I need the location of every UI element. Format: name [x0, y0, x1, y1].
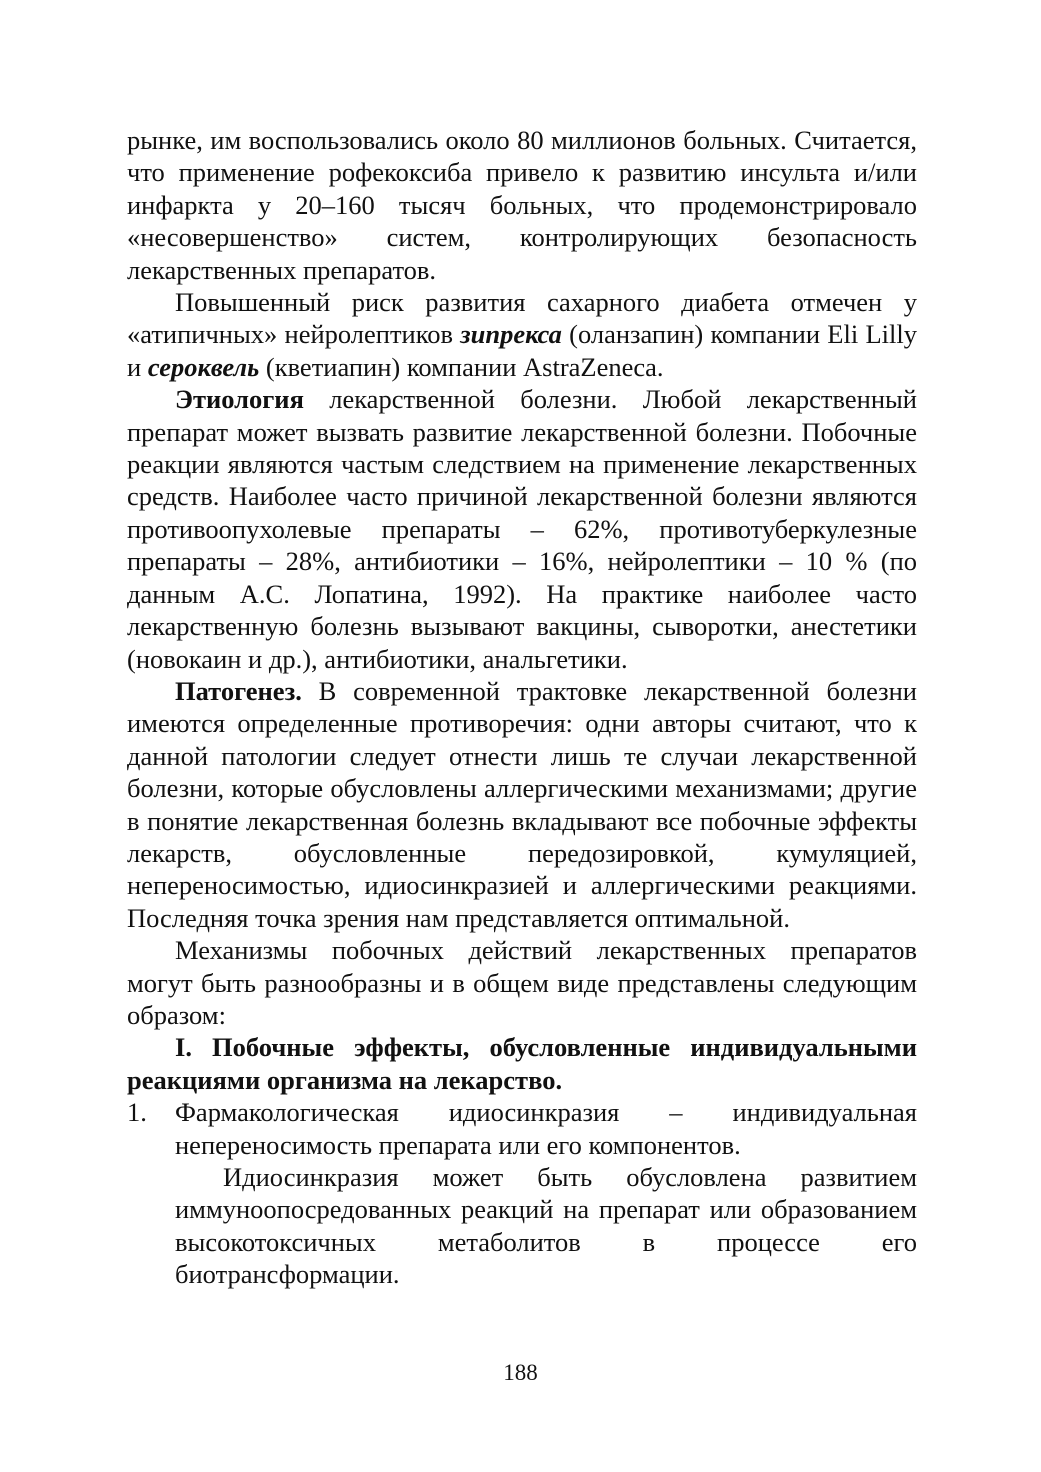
paragraph-mechanisms: Механизмы побочных действий лекарственных препаратов могут быть разнообразны и в общем виде представлены следующим образом: [127, 935, 917, 1030]
paragraph-text: лекарственной болезни. Любой лекарственный препарат может вызвать развитие лекарственной болезни. Побочные реакции являются частым следствием на применение лекарственных средств. Наиболее часто причиной лекарственной болезни являются противоопухолевые препараты – 62%, противотуберкулезные препараты – 28%, антибиотики – 16%, нейролептики – 10 % (по данным А.С. Лопатина, 1992). На практике наиболее часто лекарственную болезнь вызывают вакцины, сыворотки, анестетики (новокаин и др.), антибиотики, анальгетики. [127, 384, 917, 674]
section-heading: I. Побочные эффекты, обусловленные индивидуальными реакциями организма на лекарство. [127, 1032, 917, 1095]
paragraph-pathogenesis [127, 675, 917, 934]
drug-name-zyprexa: зипрекса [460, 319, 562, 350]
paragraph-rofecoxib: рынке, им воспользовались около 80 миллионов больных. Считается, что применение рофекоксиба привело к развитию инсульта и/или инфаркта у 20–160 тысяч больных, что продемонстрировало «несовершенство» систем, контролирующих безопасность лекарственных препаратов. [127, 125, 917, 285]
paragraph-text: Повышенный риск развития сахарного диабета отмечен у «атипичных» нейролептиков [127, 287, 917, 350]
paragraph-text: (оланзапин) компании Eli Lilly и [127, 319, 917, 382]
paragraph-text: (кветиапин) компании AstraZeneca. [259, 351, 664, 382]
document-page [127, 124, 917, 1291]
drug-name-seroquel: сероквель [147, 351, 260, 382]
term-pathogenesis: Патогенез. [175, 675, 302, 706]
paragraph-idiosyncrasy: Идиосинкразия может быть обусловлена развитием иммуноопосредованных реакций на препарат или образованием высокотоксичных метаболитов в процессе его биотрансформации. [175, 1162, 917, 1290]
term-etiology: Этиология [175, 384, 304, 415]
list-text: Фармакологическая идиосинкразия – индивидуальная непереносимость препарата или его компонентов. [175, 1097, 917, 1160]
paragraph-etiology [127, 383, 917, 675]
page-number: 188 [503, 1360, 538, 1385]
list-number: 1. [127, 1097, 147, 1128]
paragraph-diabetes-risk [127, 286, 917, 383]
paragraph-text: В современной трактовке лекарственной болезни имеются определенные противоречия: одни авторы считают, что к данной патологии следует отнести лишь те случаи лекарственной болезни, которые обусловлены аллергическими механизмами; другие в понятие лекарственная болезнь вкладывают все побочные эффекты лекарств, обусловленные передозировкой, кумуляцией, непереносимостью, идиосинкразией и аллергическими реакциями. Последняя точка зрения нам представляется оптимальной. [127, 675, 917, 933]
list-item [127, 1096, 917, 1161]
